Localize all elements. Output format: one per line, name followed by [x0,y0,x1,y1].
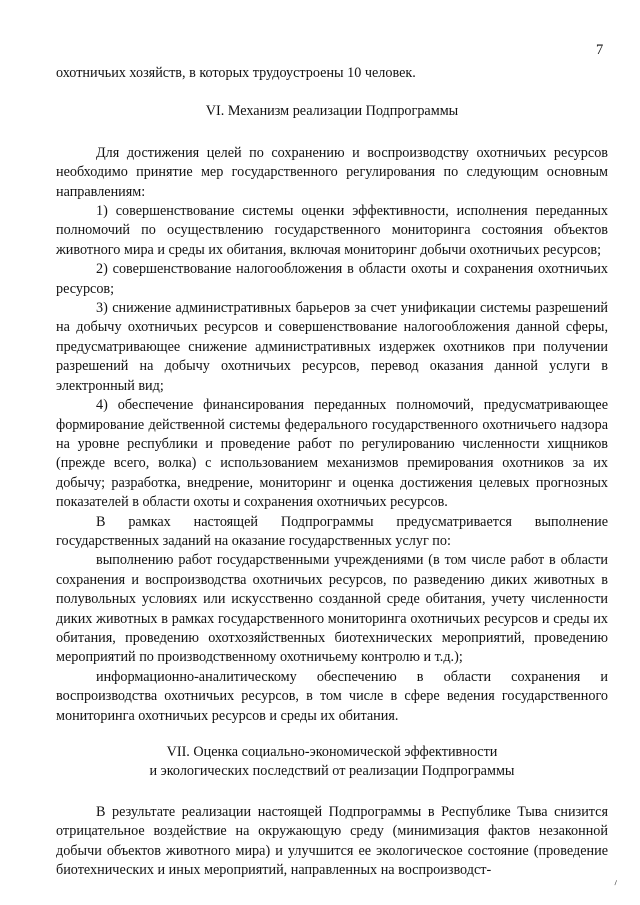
section-6-title: VI. Механизм реализации Подпрограммы [205,103,459,120]
paragraph-works: выполнению работ государственными учреждениями (в том числе работ в области сохранения и воспроизводства охотничьих ресурсов, по разведению диких животных в полувольных условиях или искусственно созданной среде обитания, учету численности диких животных в рамках государственного мониторинга охотничьих ресурсов и среды их обитания, проведению охотхозяйственных биотехнических мероприятий, проведению мероприятий по производственному охотничьему контролю и т.д.); [56,552,608,666]
paragraph-information: информационно-аналитическому обеспечению в области сохранения и воспроизводства охотничьих ресурсов, в том числе в сфере ведения государственного мониторинга охотничьих ресурсов и среды их обитания. [56,668,608,724]
paragraph-state-tasks: В рамках настоящей Подпрограммы предусматривается выполнение государственных заданий на оказание государственных услуг по: [56,513,608,549]
scan-mark-icon: ⸝ [609,874,620,888]
intro-line: охотничьих хозяйств, в которых трудоустроены 10 человек. [56,65,416,81]
list-item-2: 2) совершенствование налогообложения в области охоты и сохранения охотничьих ресурсов; [56,261,608,297]
section-7-title-line-1: VII. Оценка социально-экономической эффективности [166,744,498,760]
page-number: 7 [596,42,604,58]
paragraph-results: В результате реализации настоящей Подпрограммы в Республике Тыва снизится отрицательное воздействие на окружающую среду (минимизация фактов незаконной добычи объектов животного мира) и улучшится ее экологическое состояние (проведение биотехнических и иных мероприятий, направленных на воспроизводст- [56,803,608,879]
section-7-title-line-2: и экологических последствий от реализации Подпрограммы [149,763,515,780]
section-7-title [56,743,608,782]
list-item-4: 4) обеспечение финансирования переданных полномочий, предусматривающее формирование действенной системы федерального государственного охотничьего надзора на уровне республики и проведение работ по регулированию численности хищников (прежде всего, волка) с использованием механизмов премирования охотников за их добычу; разработка, внедрение, мониторинг и оценка достижения целевых прогнозных показателей в области охоты и сохранения охотничьих ресурсов. [56,397,608,511]
list-item-3: 3) снижение административных барьеров за счет унификации системы разрешений на добычу охотничьих ресурсов и совершенствование налогообложения данной сферы, предусматривающее снижение административных издержек охотников при получении разрешений на добычу охотничьих ресурсов, перевод оказания данной услуги в электронный вид; [56,300,608,394]
list-item-1: 1) совершенствование системы оценки эффективности, исполнения переданных полномочий по осуществлению государственного мониторинга состояния объектов животного мира и среды их обитания, включая мониторинг добычи охотничьих ресурсов; [56,203,608,258]
document-body [56,64,608,880]
paragraph-goals: Для достижения целей по сохранению и воспроизводству охотничьих ресурсов необходимо принятие мер государственного регулирования по следующим основным направлениям: [56,144,608,200]
